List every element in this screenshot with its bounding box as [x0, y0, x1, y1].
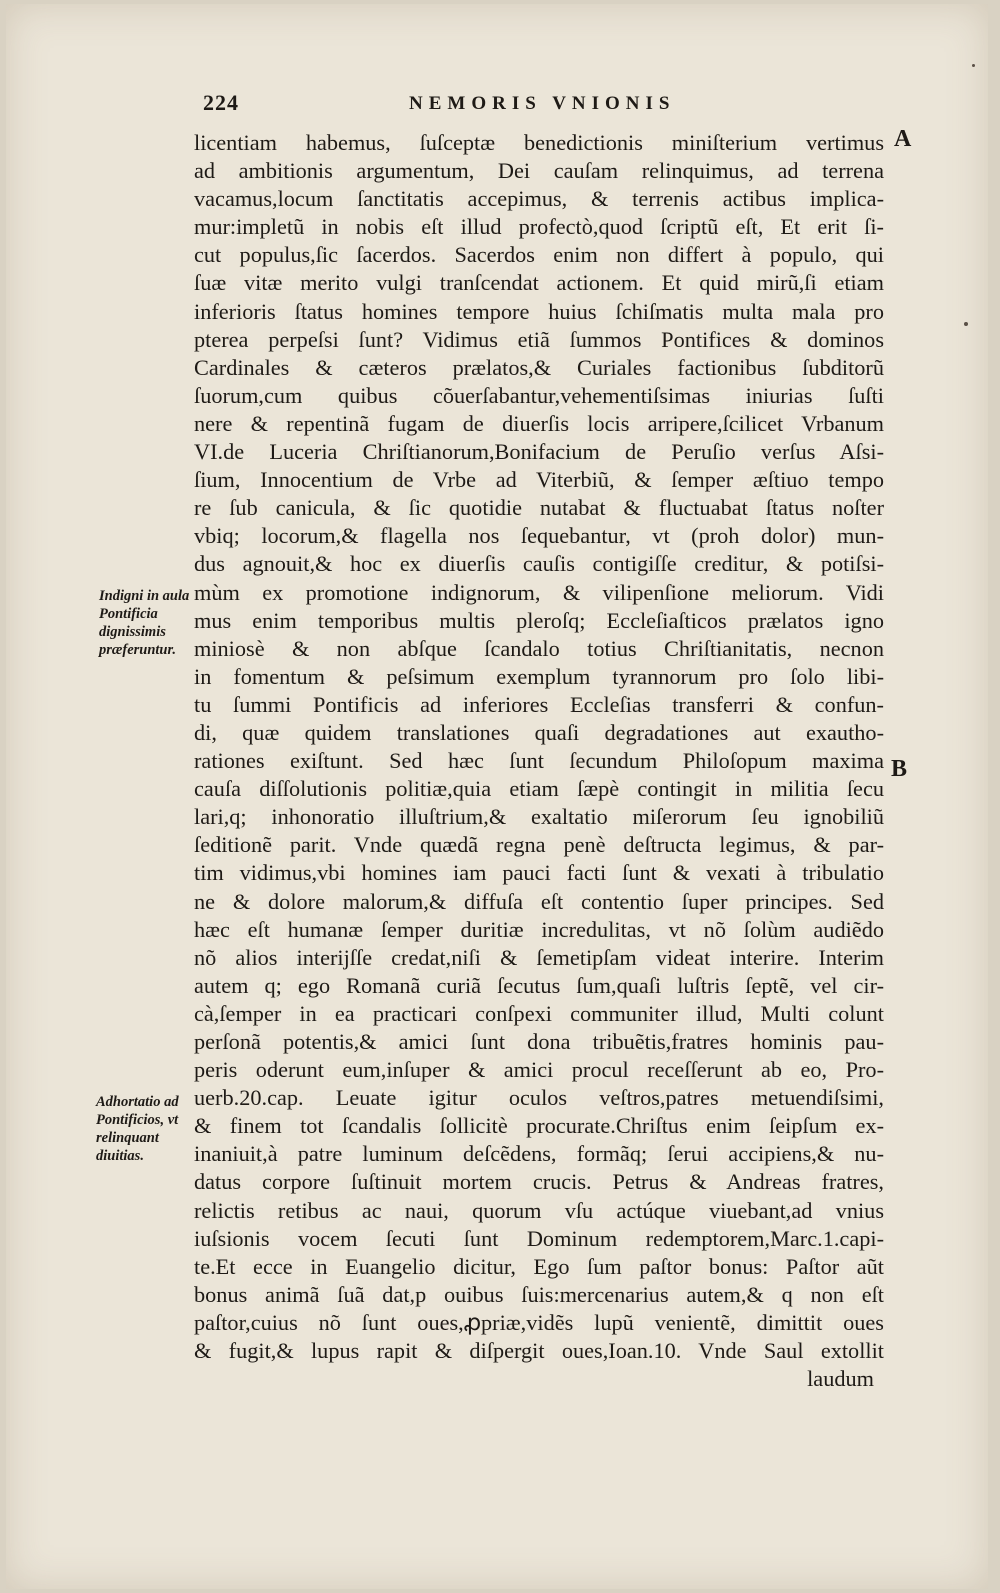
ink-speck	[972, 64, 975, 67]
text-line: mus enim temporibus multis pleroſq; Eccleſiaſticos prælatos igno	[194, 607, 884, 633]
text-line: paſtor,cuius nõ ſunt oues,ꝓpriæ,vidẽs lupũ venientẽ, dimittit oues	[194, 1309, 884, 1335]
running-title: NEMORIS VNIONIS	[409, 93, 676, 114]
text-line: ſuorum,cum quibus cõuerſabantur,vehementiſsimas iniurias ſuſti	[194, 382, 884, 408]
text-line: autem q; ego Romanã curiã ſecutus ſum,quaſi luſtris ſeptẽ, vel cir-	[194, 972, 884, 998]
text-line: peris oderunt eum,inſuper & amici procul receſſerunt ab eo, Pro-	[194, 1057, 884, 1083]
margin-note-adhortatio: Adhortatio ad Pontificios, vt relinquant diuitias.	[96, 1094, 179, 1164]
text-line: ad ambitionis argumentum, Dei cauſam relinquimus, ad terrena	[194, 158, 884, 184]
text-line: hæc eſt humanæ ſemper duritiæ incredulitas, vt nõ ſolùm audiẽdo	[194, 916, 884, 942]
text-line: VI.de Luceria Chriſtianorum,Bonifacium de Peruſio verſus Aſsi-	[194, 439, 884, 465]
text-line: ſeditionẽ parit. Vnde quædã regna penè deſtructa legimus, & par-	[194, 832, 884, 858]
page-header	[203, 90, 763, 120]
text-line: Cardinales & cæteros prælatos,& Curiales factionibus ſubditorũ	[194, 354, 884, 380]
text-line: in fomentum & peſsimum exemplum tyrannorum pro ſolo libi-	[194, 663, 884, 689]
text-line: vbiq; locorum,& flagella nos ſequebantur, vt (proh dolor) mun-	[194, 523, 884, 549]
text-line: ne & dolore malorum,& diffuſa eſt contentio ſuper principes. Sed	[194, 888, 884, 914]
body-text	[194, 129, 884, 1393]
text-line: mur:impletũ in nobis eſt illud profectò,quod ſcriptũ eſt, Et erit ſi-	[194, 214, 884, 240]
section-marker-b: B	[891, 756, 908, 782]
ink-speck	[964, 322, 968, 326]
text-line: & fugit,& lupus rapit & diſpergit oues,Ioan.10. Vnde Saul extollit	[194, 1338, 884, 1364]
text-line: uerb.20.cap. Leuate igitur oculos veſtros,patres metuendiſsimi,	[194, 1085, 884, 1111]
page-number: 224	[203, 90, 239, 115]
text-line: mùm ex promotione indignorum, & vilipenſione meliorum. Vidi	[194, 579, 884, 605]
text-line: datus corpore ſuſtinuit mortem crucis. Petrus & Andreas fratres,	[194, 1169, 884, 1195]
text-line: licentiam habemus, ſuſceptæ benedictionis miniſterium vertimus	[194, 130, 884, 155]
text-line: laudum	[807, 1366, 874, 1392]
text-line: ſium, Innocentium de Vrbe ad Viterbiũ, & ſemper æſtiuo tempo	[194, 467, 884, 493]
text-line: tim vidimus,vbi homines iam pauci facti ſunt & vexati à tribulatio	[194, 860, 884, 886]
text-line: re ſub canicula, & ſic quotidie nutabat & fluctuabat ſtatus noſter	[194, 495, 884, 521]
text-line: nere & repentinã fugam de diuerſis locis arripere,ſcilicet Vrbanum	[194, 410, 884, 436]
text-line: vacamus,locum ſanctitatis accepimus, & terrenis actibus implica-	[194, 186, 884, 212]
text-line: ſuæ vitæ merito vulgi tranſcendat actionem. Et quid mirũ,ſi etiam	[194, 270, 884, 296]
text-line: cauſa diſſolutionis politiæ,quia etiam ſæpè contingit in militia ſecu	[194, 776, 884, 802]
text-line: iuſsionis vocem ſecuti ſunt Dominum redemptorem,Marc.1.capi-	[194, 1225, 884, 1251]
text-line: di, quæ quidem translationes quaſi degradationes aut exautho-	[194, 719, 884, 745]
text-line: nõ alios interijſſe credat,niſi & ſemetipſam videat interire. Interim	[194, 944, 884, 970]
text-line: dus agnouit,& hoc ex diuerſis cauſis contigiſſe creditur, & potiſsi-	[194, 551, 884, 577]
text-line: cut populus,ſic ſacerdos. Sacerdos enim non differt à populo, qui	[194, 242, 884, 268]
text-line: & finem tot ſcandalis ſollicitè procurate.Chriſtus enim ſeipſum ex-	[194, 1113, 884, 1139]
text-line: inaniuit,à patre luminum deſcẽdens, formãq; ſerui accipiens,& nu-	[194, 1141, 884, 1167]
section-marker-a: A	[894, 126, 912, 152]
text-line: bonus animã ſuã dat,p ouibus ſuis:mercenarius autem,& q non eſt	[194, 1281, 884, 1307]
text-line: cà,ſemper in ea practicari conſpexi communiter illud, Multi colunt	[194, 1000, 884, 1026]
text-line: tu ſummi Pontificis ad inferiores Eccleſias transferri & confun-	[194, 691, 884, 717]
text-line: rationes exiſtunt. Sed hæc ſunt ſecundum Philoſopum maxima	[194, 748, 884, 774]
text-line: pterea perpeſsi ſunt? Vidimus etiã ſummos Pontifices & dominos	[194, 326, 884, 352]
book-page	[6, 4, 988, 1589]
text-line: miniosè & non abſque ſcandalo totius Chriſtianitatis, necnon	[194, 635, 884, 661]
margin-note-indigni: Indigni in aula Pontificia dignissimis præferuntur.	[99, 588, 190, 658]
text-line: inferioris ſtatus homines tempore huius ſchiſmatis multa mala pro	[194, 298, 884, 324]
text-line: lari,q; inhonoratio illuſtrium,& exaltatio miſerorum ſeu ignobiliũ	[194, 804, 884, 830]
text-line: te.Et ecce in Euangelio dicitur, Ego ſum paſtor bonus: Paſtor aũt	[194, 1253, 884, 1279]
text-line: relictis retibus ac naui, quorum vſu actúque viuebant,ad vnius	[194, 1197, 884, 1223]
text-line: perſonã potentis,& amici ſunt dona tribuẽtis,fratres hominis pau-	[194, 1029, 884, 1054]
